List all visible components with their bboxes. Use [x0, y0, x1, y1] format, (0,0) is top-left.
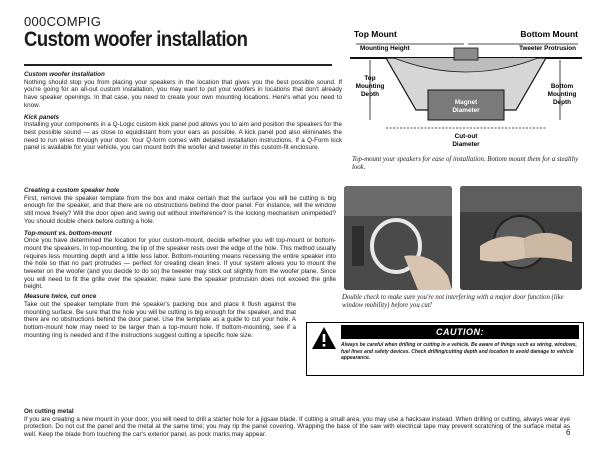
diagram-label-cutout-2: Diameter	[452, 141, 480, 148]
diagram-label-top-mount: Top Mount	[354, 29, 397, 39]
diagram-caption: Top-mount your speakers for ease of installation. Bottom mount them for a stealthy look.	[352, 156, 579, 171]
upper-text-column	[24, 69, 342, 152]
diagram-label-mounting-height: Mounting Height	[360, 45, 410, 52]
warning-triangle-icon	[311, 326, 337, 350]
section-body-speaker-hole: First, remove the speaker template from the box and make certain that the surface you will be cutting is big enough for the speaker, and that there are no obstructions behind the door panel. For instance, will the window still move freely? Will the door open and swing out without interference? Is the locking mechanism unimpeded? You should double check before cutting a hole.	[24, 194, 336, 225]
document-code: 000COMPIG	[24, 14, 102, 29]
diagram-label-tweeter-protrusion: Tweeter Protrusion	[519, 45, 576, 52]
door-photo-right-art	[460, 186, 582, 290]
diagram-label-bottom-depth-2: Mounting	[547, 91, 577, 98]
tweeter-shape	[454, 48, 478, 60]
diagram-label-top-depth-1: Top	[364, 75, 376, 82]
section-heading-cutting-metal: On cutting metal	[24, 408, 74, 415]
door-photo-left-art	[344, 186, 452, 290]
cutting-metal-block	[24, 406, 570, 439]
diagram-label-bottom-depth-3: Depth	[552, 99, 572, 106]
section-heading-custom-woofer: Custom woofer installation	[24, 71, 105, 78]
diagram-label-top-depth-2: Mounting	[355, 83, 385, 90]
page-title: Custom woofer installation	[24, 28, 248, 51]
caution-title: CAUTION:	[341, 325, 579, 339]
diagram-label-cutout-1: Cut-out	[454, 133, 478, 140]
section-body-top-vs-bottom: Once you have determined the location for your custom-mount, decide whether you will top-mount or bottom-mount the speakers. In top-mounting, the lip of the speaker rests over the edge of the hole. This method usually requires less mounting depth and a little less labor. Bottom-mounting means recessing the entire speaker into the hole so that no part protrudes — perfect for creating clean lines. If your system allows you to mount the tweeter on the woofer (and you decide to do so) the tweeter may stick out slightly from the woofer plane. Since you will need to fit the grille over the speaker, make sure the speaker protrusion does not exceed the grille height.	[24, 237, 336, 291]
page-number: 6	[566, 428, 571, 437]
diagram-label-magnet-2: Diameter	[452, 107, 480, 114]
section-body-measure-twice: Take out the speaker template from the speaker's packing box and place it flush against the mounting surface. Be sure that the hole you will be cutting is big enough for the speaker, and that there are no obstructions behind the door panel. Use the template as a guide to cut your hole. A bottom-mount hole may need to be larger than a top-mount hole. If bottom-mounting, see if a mounting ring is needed and if the instructions suggest cutting a specific hole size.	[24, 300, 296, 339]
caution-text: Always be careful when drilling or cutting in a vehicle. Be aware of things such as wiring, windows, fuel lines and safety devices. Check drilling/cutting depth and location to avoid damage to vehicle appearance.	[341, 342, 577, 362]
door-photo-right	[460, 186, 582, 290]
speaker-mounting-diagram	[346, 28, 586, 156]
caution-box	[306, 322, 584, 376]
diagram-label-bottom-depth-1: Bottom	[550, 83, 574, 90]
diagram-label-magnet-1: Magnet	[454, 99, 478, 106]
door-photo-left	[344, 186, 452, 290]
section-heading-kick-panels: Kick panels	[24, 113, 59, 121]
section-body-kick-panels: Installing your components in a Q-Logic custom kick panel pod allows you to aim and position the speakers for the best possible sound — as close to equidistant from your ears as possible. A kick panel pod also eliminates the need to run wires through your door. Your Q-form comes with detailed installation instructions. If a Q-Form kick panel is available for your vehicle, you can mount both the woofer and tweeter in this custom-fit enclosure.	[24, 121, 342, 152]
section-heading-measure-twice: Measure twice, cut once	[24, 293, 97, 301]
diagram-label-top-depth-3: Depth	[360, 91, 380, 98]
section-body-custom-woofer: Nothing should stop you from placing your speakers in the location that gives you the best possible sound. If you're going for an all-out custom installation, you may want to put your woofers in locations that don't already have speaker openings. In that case, you need to create your own mounting locations. Here's what you need to know.	[24, 78, 342, 109]
section-body-cutting-metal: If you are creating a new mount in your door, you will need to drill a starter hole for a jigsaw blade. If cutting a small area, you may use a hacksaw instead. When drilling or cutting, always wear eye protection. Do not cut the panel and the metal at the same time; you may rip the panel covering. Wrapping the base of the saw with electrical tape may prevent scratching of the surface metal as well. Keep the blade from touching the car's exterior panel, as pock marks may appear.	[24, 415, 570, 439]
section-heading-top-vs-bottom: Top-mount vs. bottom-mount	[24, 229, 112, 237]
title-rule	[24, 64, 332, 66]
lower-text-column	[24, 185, 336, 339]
section-heading-speaker-hole: Creating a custom speaker hole	[24, 187, 120, 194]
diagram-label-bottom-mount: Bottom Mount	[520, 29, 578, 39]
photos-caption: Double check to make sure you're not interfering with a major door function (like window mobility) before you cut!	[342, 294, 564, 309]
